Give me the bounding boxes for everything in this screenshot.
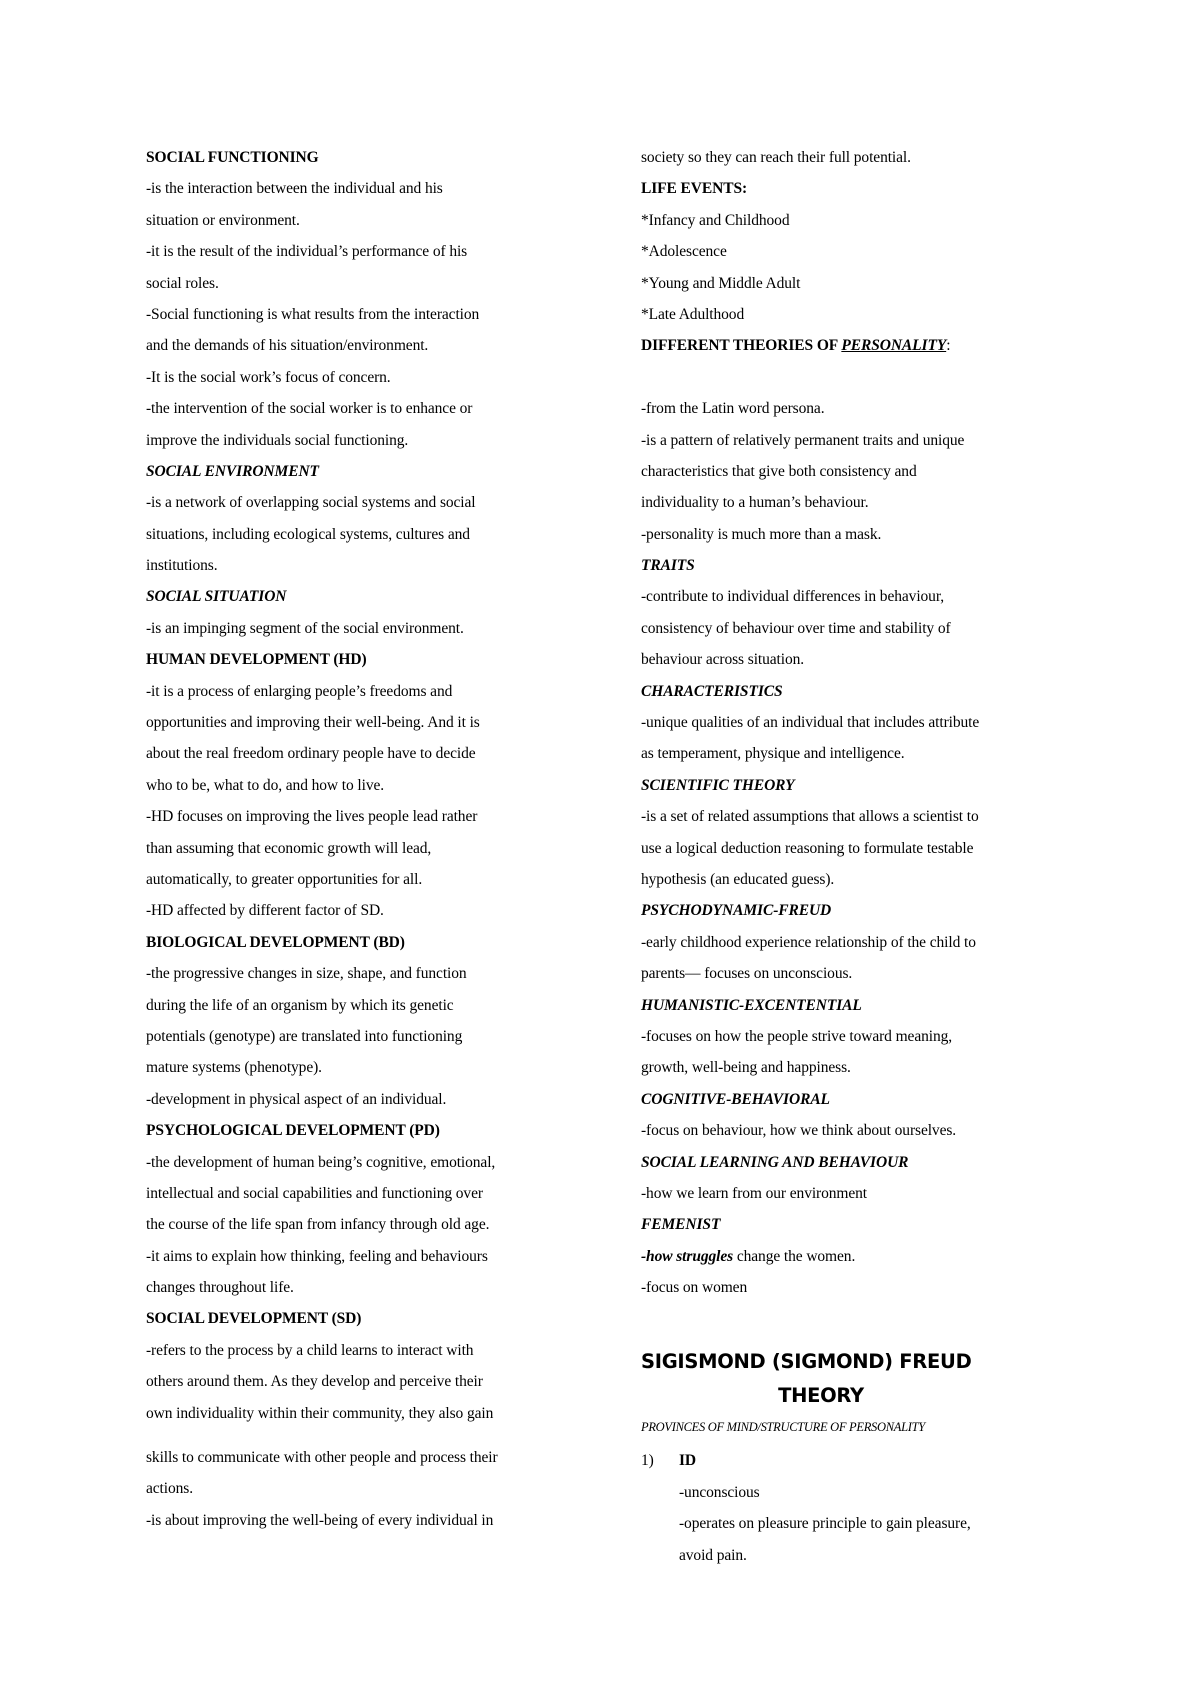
heading-social-situation: SOCIAL SITUATION [146, 588, 287, 606]
text-line: -focuses on how the people strive toward meaning, [641, 1027, 953, 1045]
text-line: -is about improving the well-being of every individual in [146, 1511, 494, 1529]
text-line: potentials (genotype) are translated into functioning [146, 1027, 463, 1045]
left-column [146, 142, 616, 1536]
text-line: -it is the result of the individual’s performance of his [146, 243, 468, 261]
heading-characteristics: CHARACTERISTICS [641, 682, 783, 700]
text-line: -is a network of overlapping social systems and social [146, 494, 476, 512]
text-line: -how we learn from our environment [641, 1184, 868, 1202]
text-line: -personality is much more than a mask. [641, 525, 882, 543]
heading-life-events: LIFE EVENTS: [641, 180, 748, 198]
heading-suffix: : [946, 337, 951, 355]
text-line: -early childhood experience relationship of the child to [641, 933, 976, 951]
text-line: social roles. [146, 274, 219, 292]
emphasis-text: -how struggles [641, 1247, 734, 1265]
freud-title-line-1: SIGISMOND (SIGMOND) FREUD [641, 1350, 972, 1374]
numbered-item-id [641, 1445, 1071, 1476]
text-line: -refers to the process by a child learns to interact with [146, 1341, 474, 1359]
text-line: than assuming that economic growth will lead, [146, 839, 432, 857]
right-column [641, 142, 1071, 1571]
text-line: -It is the social work’s focus of concern. [146, 368, 391, 386]
heading-traits: TRAITS [641, 557, 695, 575]
heading-biological-development: BIOLOGICAL DEVELOPMENT (BD) [146, 933, 405, 951]
list-item: *Young and Middle Adult [641, 274, 801, 292]
text-line: -Social functioning is what results from the interaction [146, 305, 480, 323]
freud-title-line-2: THEORY [778, 1384, 864, 1408]
text-line: -is an impinging segment of the social environment. [146, 619, 464, 637]
item-number: 1) [641, 1452, 654, 1470]
text-line: institutions. [146, 557, 218, 575]
text-line: -HD focuses on improving the lives people lead rather [146, 808, 478, 826]
text-line: use a logical deduction reasoning to formulate testable [641, 839, 974, 857]
text-line: -the progressive changes in size, shape, and function [146, 965, 467, 983]
text-line: individuality to a human’s behaviour. [641, 494, 869, 512]
text-line: situations, including ecological systems, cultures and [146, 525, 470, 543]
text-line: -is a pattern of relatively permanent traits and unique [641, 431, 965, 449]
text-line: the course of the life span from infancy through old age. [146, 1216, 490, 1234]
text-line: -it aims to explain how thinking, feeling and behaviours [146, 1247, 488, 1265]
list-item: *Infancy and Childhood [641, 211, 790, 229]
text-line: avoid pain. [679, 1546, 747, 1564]
text-line [641, 1241, 1071, 1272]
heading-theories-of-personality [641, 330, 1071, 361]
text-line: -HD affected by different factor of SD. [146, 902, 384, 920]
text-line: -operates on pleasure principle to gain pleasure, [679, 1515, 971, 1533]
heading-scientific-theory: SCIENTIFIC THEORY [641, 776, 795, 794]
text-line: opportunities and improving their well-being. And it is [146, 714, 480, 732]
text-line: as temperament, physique and intelligence. [641, 745, 905, 763]
list-item: *Late Adulthood [641, 305, 745, 323]
heading-psychological-development: PSYCHOLOGICAL DEVELOPMENT (PD) [146, 1122, 440, 1140]
heading-social-functioning: SOCIAL FUNCTIONING [146, 149, 319, 166]
blank-line [641, 362, 1071, 393]
text-line: automatically, to greater opportunities for all. [146, 870, 423, 888]
text-line: characteristics that give both consistency and [641, 462, 917, 480]
text-line: about the real freedom ordinary people have to decide [146, 745, 476, 763]
text-line: -the development of human being’s cognitive, emotional, [146, 1153, 496, 1171]
plain-text: change the women. [733, 1247, 856, 1265]
text-line: situation or environment. [146, 211, 300, 229]
heading-feminist: FEMENIST [641, 1216, 721, 1234]
text-line: and the demands of his situation/environment. [146, 337, 429, 355]
text-line: -is a set of related assumptions that allows a scientist to [641, 808, 979, 826]
text-line: -from the Latin word persona. [641, 400, 825, 418]
heading-social-environment: SOCIAL ENVIRONMENT [146, 462, 319, 480]
heading-cognitive-behavioral: COGNITIVE-BEHAVIORAL [641, 1090, 830, 1108]
text-line: -is the interaction between the individual and his [146, 180, 443, 198]
text-line: actions. [146, 1480, 193, 1498]
text-line: hypothesis (an educated guess). [641, 870, 835, 888]
text-line: -contribute to individual differences in behaviour, [641, 588, 945, 606]
text-line: -unconscious [679, 1483, 760, 1501]
heading-emphasis: PERSONALITY [841, 337, 947, 355]
list-item: *Adolescence [641, 243, 727, 261]
heading-humanistic: HUMANISTIC-EXCENTENTIAL [641, 996, 862, 1014]
freud-subtitle: PROVINCES OF MIND/STRUCTURE OF PERSONALITY [641, 1420, 925, 1435]
text-line: behaviour across situation. [641, 651, 805, 669]
text-line: society so they can reach their full potential. [641, 149, 911, 166]
section-gap [641, 1303, 1071, 1345]
heading-psychodynamic: PSYCHODYNAMIC-FREUD [641, 902, 832, 920]
text-line: -development in physical aspect of an individual. [146, 1090, 447, 1108]
text-line: intellectual and social capabilities and functioning over [146, 1184, 483, 1202]
text-line: growth, well-being and happiness. [641, 1059, 851, 1077]
text-line: skills to communicate with other people and process their [146, 1449, 498, 1467]
text-line: -focus on women [641, 1279, 748, 1297]
heading-prefix: DIFFERENT THEORIES OF [641, 337, 842, 355]
text-line: during the life of an organism by which its genetic [146, 996, 454, 1014]
text-line: -the intervention of the social worker is to enhance or [146, 400, 473, 418]
text-line: changes throughout life. [146, 1279, 294, 1297]
item-label: ID [679, 1452, 697, 1470]
text-line: -it is a process of enlarging people’s freedoms and [146, 682, 453, 700]
text-line: mature systems (phenotype). [146, 1059, 322, 1077]
heading-social-development: SOCIAL DEVELOPMENT (SD) [146, 1310, 362, 1328]
text-line: -unique qualities of an individual that includes attribute [641, 714, 980, 732]
paragraph-gap [146, 1429, 616, 1442]
text-line: parents— focuses on unconscious. [641, 965, 853, 983]
text-line: own individuality within their community, they also gain [146, 1404, 494, 1422]
text-line: consistency of behaviour over time and stability of [641, 619, 951, 637]
text-line: -focus on behaviour, how we think about ourselves. [641, 1122, 957, 1140]
text-line: others around them. As they develop and perceive their [146, 1373, 483, 1391]
text-line: who to be, what to do, and how to live. [146, 776, 385, 794]
text-line: improve the individuals social functioning. [146, 431, 409, 449]
heading-social-learning: SOCIAL LEARNING AND BEHAVIOUR [641, 1153, 909, 1171]
heading-human-development: HUMAN DEVELOPMENT (HD) [146, 651, 367, 669]
